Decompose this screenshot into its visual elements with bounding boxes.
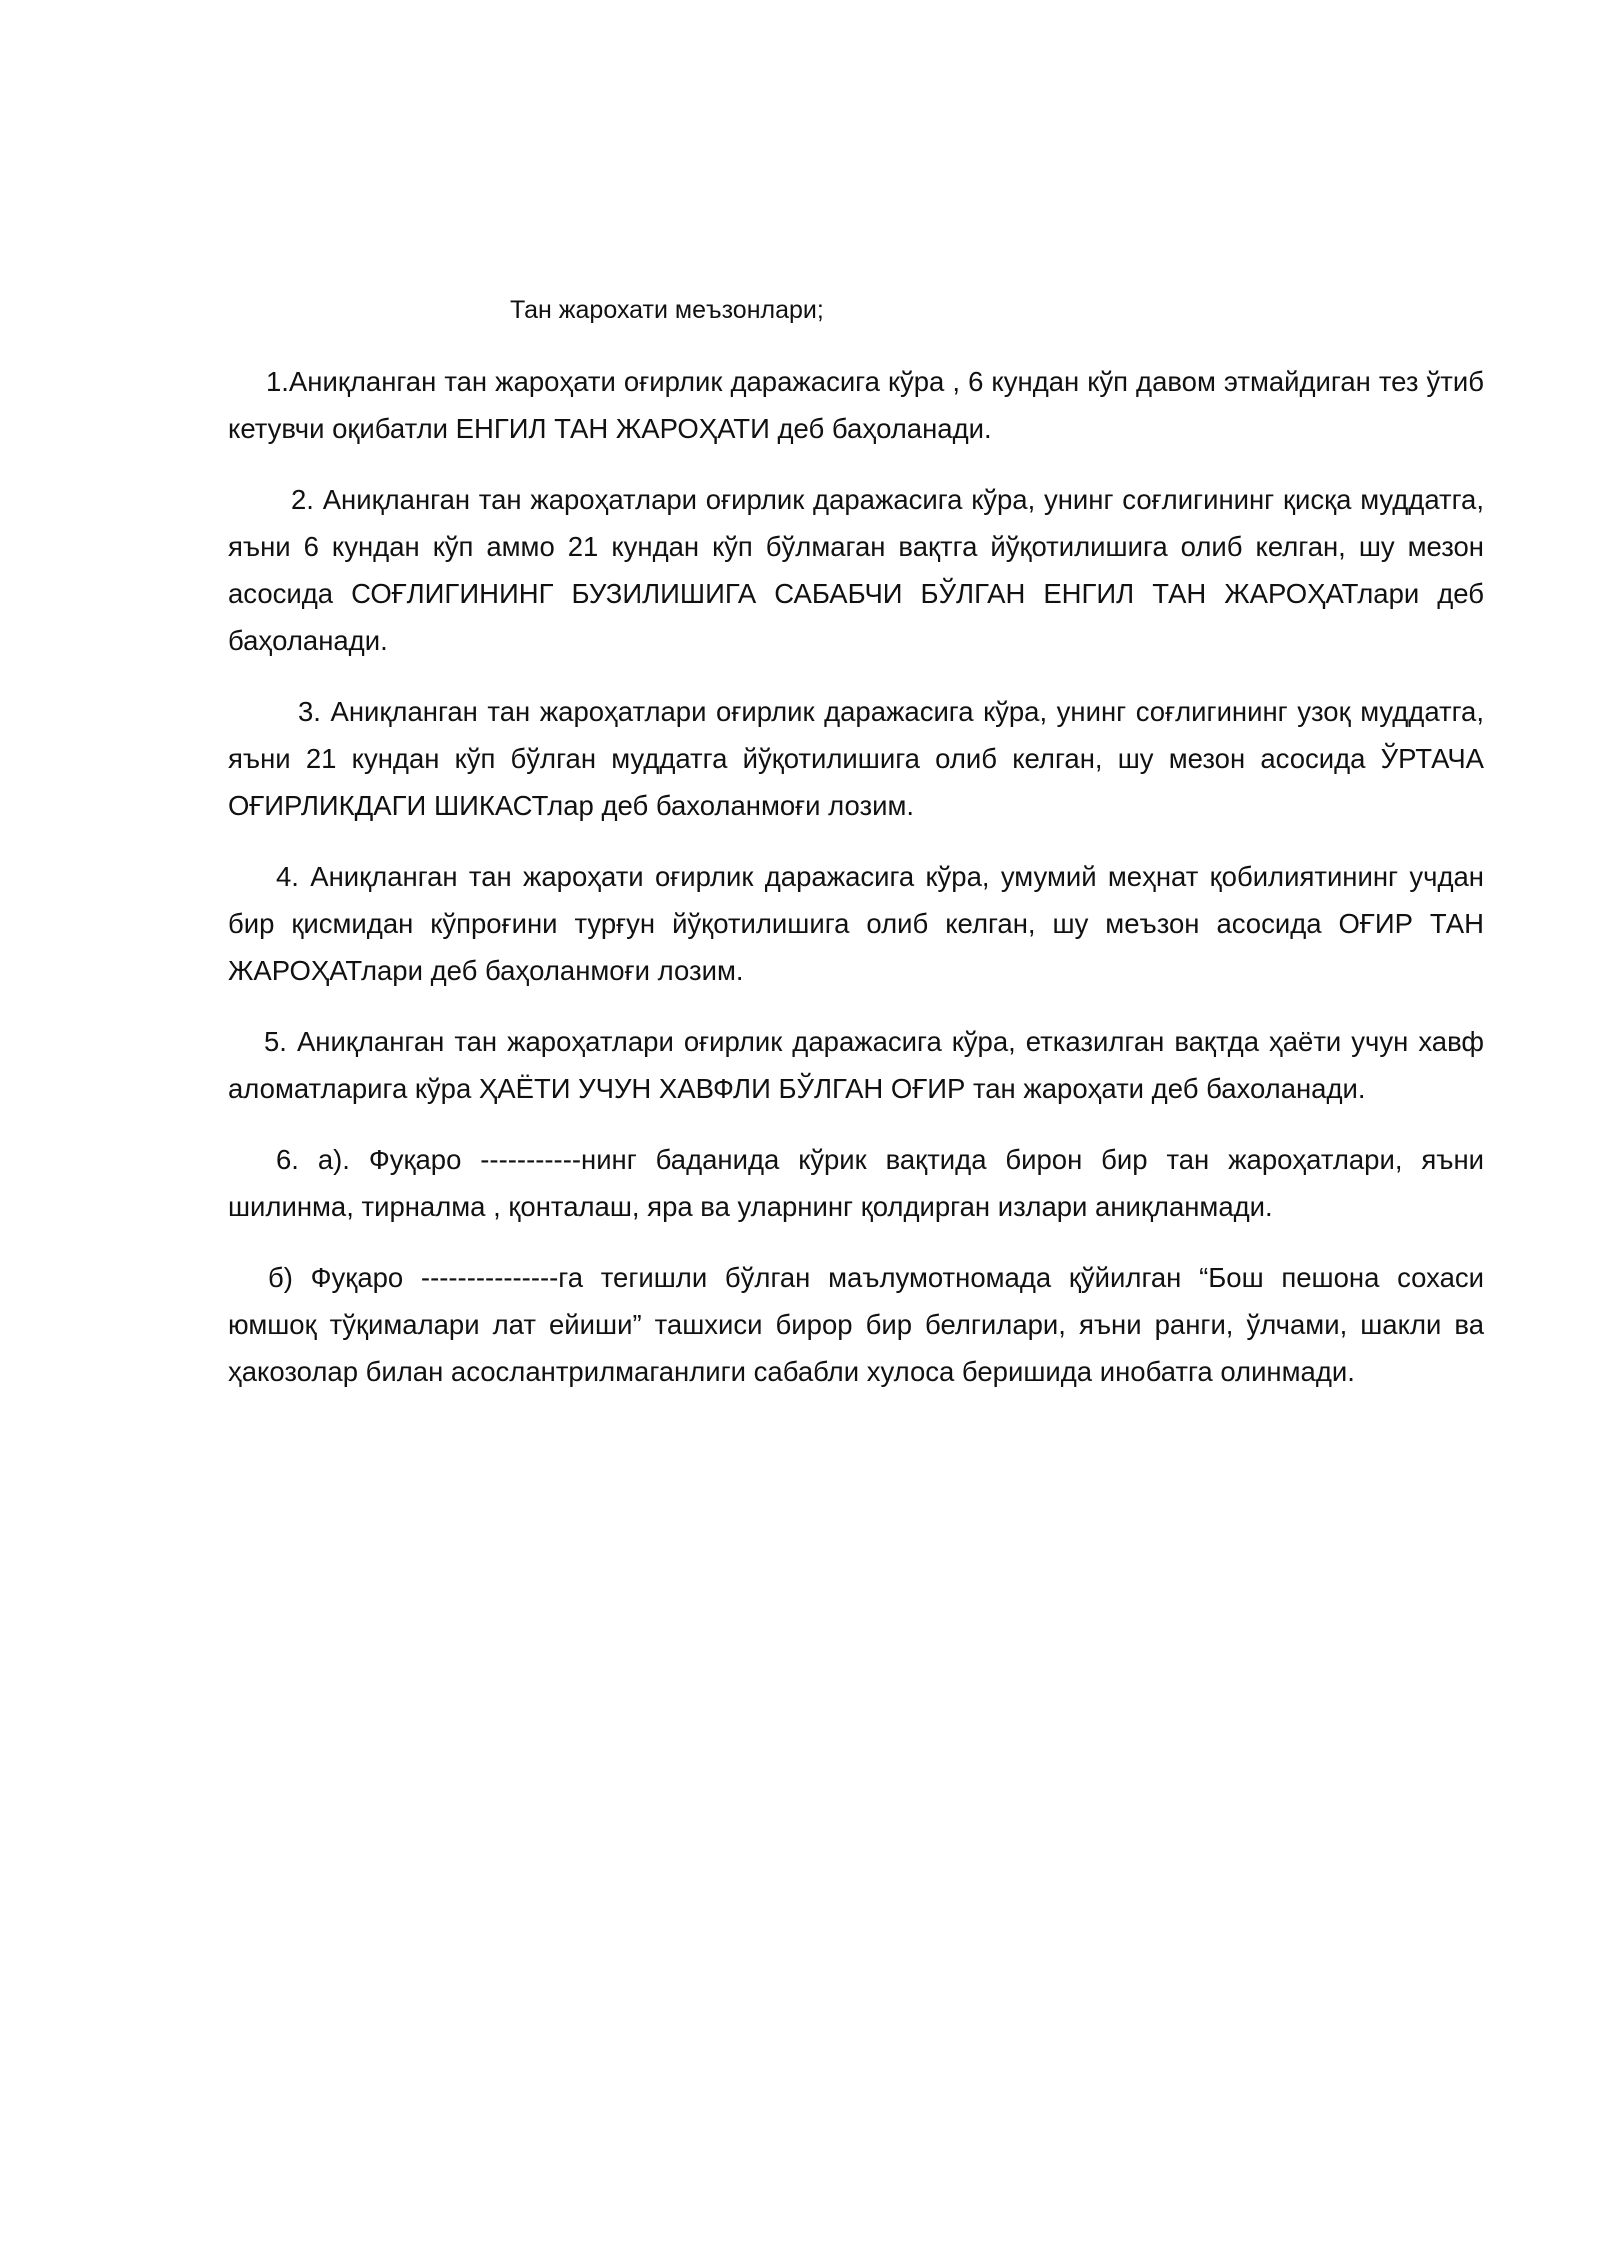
paragraph-severe-injury: 4. Аниқланган тан жароҳати оғирлик даражасига кўра, умумий меҳнат қобилиятининг учдан бир қисмидан кўпроғини турғун йўқотилишига олиб келган, шу меъзон асосида ОҒИР ТАН ЖАРОҲАТлари деб баҳоланмоғи лозим.	[228, 861, 1484, 986]
paragraph-medical-certificate: б) Фуқаро ---------------га тегишли бўлган маълумотномада қўйилган “Бош пешона сохаси юмшоқ тўқималари лат ейиши” ташхиси бирор бир белгилари, яъни ранги, ўлчами, шакли ва ҳакозолар билан асослантрилмаганлиги сабабли хулоса беришида инобатга олинмади.	[228, 1262, 1484, 1387]
paragraph-short-term-health-disorder: 2. Аниқланган тан жароҳатлари оғирлик даражасига кўра, унинг соғлигининг қисқа муддатга, яъни 6 кундан кўп аммо 21 кундан кўп бўлмаган вақтга йўқотилишига олиб келган, шу мезон асосида СОҒЛИГИНИНГ БУЗИЛИШИГА САБАБЧИ БЎЛГАН ЕНГИЛ ТАН ЖАРОҲАТлари деб баҳоланади.	[228, 484, 1484, 656]
document-body	[228, 358, 1484, 1419]
paragraph-examination-findings: 6. а). Фуқаро -----------нинг баданида кўрик вақтида бирон бир тан жароҳатлари, яъни шилинма, тирналма , қонталаш, яра ва уларнинг қолдирган излари аниқланмади.	[228, 1144, 1484, 1222]
paragraph-life-threatening-injury: 5. Аниқланган тан жароҳатлари оғирлик даражасига кўра, етказилган вақтда ҳаёти учун хавф аломатларига кўра ҲАЁТИ УЧУН ХАВФЛИ БЎЛГАН ОҒИР тан жароҳати деб бахоланади.	[228, 1026, 1484, 1104]
paragraph-moderate-injury: 3. Аниқланган тан жароҳатлари оғирлик даражасига кўра, унинг соғлигининг узоқ муддатга, яъни 21 кундан кўп бўлган муддатга йўқотилишига олиб келган, шу мезон асосида ЎРТАЧА ОҒИРЛИКДАГИ ШИКАСТлар деб бахоланмоғи лозим.	[228, 696, 1484, 821]
paragraph-light-injury: 1.Аниқланган тан жароҳати оғирлик даражасига кўра , 6 кундан кўп давом этмайдиган тез ўтиб кетувчи оқибатли ЕНГИЛ ТАН ЖАРОҲАТИ деб баҳоланади.	[228, 366, 1484, 444]
document-title: Тан жарохати меъзонлари;	[510, 296, 824, 324]
